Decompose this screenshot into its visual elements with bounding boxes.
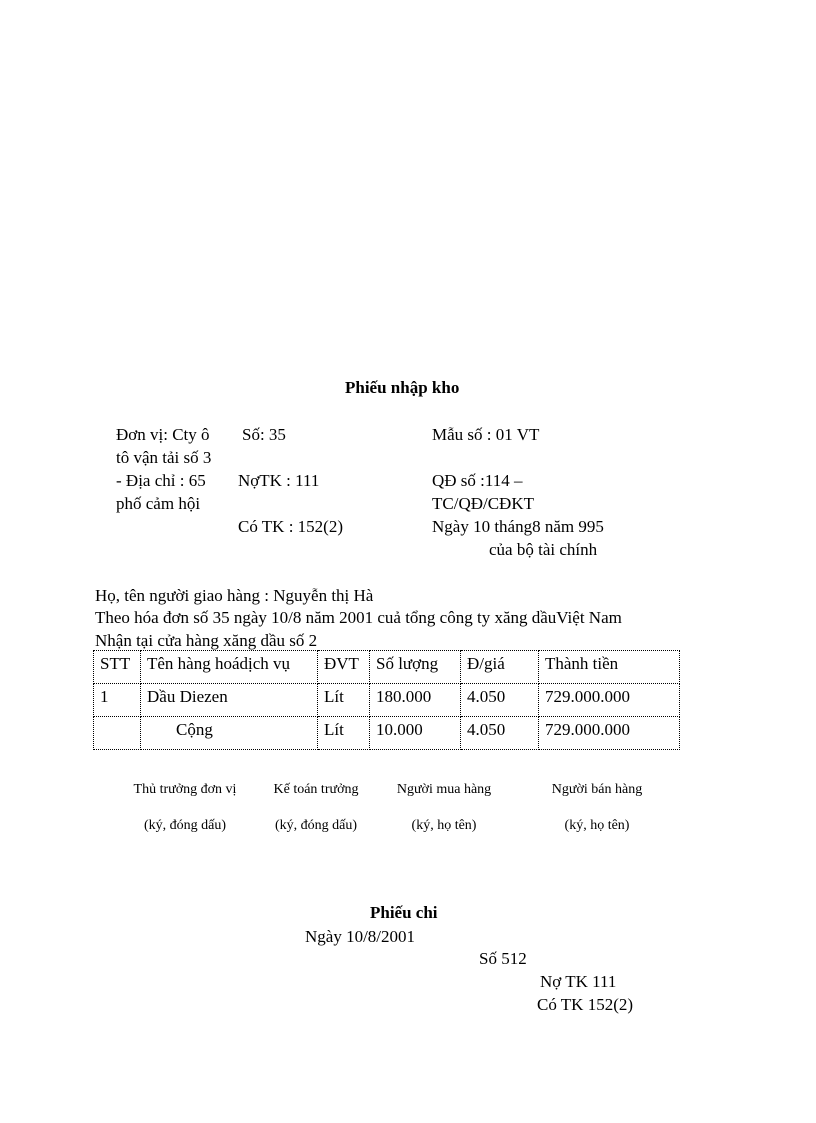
address-line-1: - Địa chỉ : 65: [116, 471, 206, 490]
signature-note: (ký, họ tên): [411, 818, 477, 833]
table-cell: Lít: [318, 717, 370, 750]
unit-line-1: Đơn vị: Cty ô: [116, 425, 210, 444]
table-cell: 10.000: [370, 717, 461, 750]
payment-voucher-title: Phiếu chi: [370, 903, 438, 922]
deliverer-name: Họ, tên người giao hàng : Nguyễn thị Hà: [95, 586, 374, 605]
decision-date: Ngày 10 tháng8 năm 995: [432, 517, 604, 536]
column-header: Đ/giá: [461, 651, 539, 684]
column-header: Số lượng: [370, 651, 461, 684]
signature-role: Kế toán trưởng: [273, 782, 359, 797]
signature-role: Người bán hàng: [551, 782, 643, 797]
table-cell: 729.000.000: [539, 717, 680, 750]
address-line-2: phố cảm hội: [116, 494, 201, 513]
table-cell: 729.000.000: [539, 684, 680, 717]
table-cell: 1: [94, 684, 141, 717]
table-row: [94, 717, 680, 750]
signature-role: Người mua hàng: [396, 782, 492, 797]
table-cell: Cộng: [141, 717, 318, 750]
column-header: STT: [94, 651, 141, 684]
ministry-of-finance: của bộ tài chính: [489, 540, 598, 559]
signature-note: (ký, họ tên): [564, 818, 630, 833]
column-header: Thành tiền: [539, 651, 680, 684]
credit-account: Có TK : 152(2): [238, 517, 343, 536]
invoice-reference: Theo hóa đơn số 35 ngày 10/8 năm 2001 cuả tổng công ty xăng dầuViệt Nam: [95, 608, 622, 627]
payment-voucher-date: Ngày 10/8/2001: [305, 927, 416, 946]
table-cell: 180.000: [370, 684, 461, 717]
receiving-location: Nhận tại cửa hàng xăng dầu số 2: [95, 631, 318, 650]
decision-line-1: QĐ số :114 –: [432, 471, 523, 490]
table-cell: 4.050: [461, 717, 539, 750]
payment-credit-account: Có TK 152(2): [537, 995, 634, 1014]
payment-debit-account: Nợ TK 111: [540, 972, 617, 991]
table-cell: Dầu Diezen: [141, 684, 318, 717]
column-header: ĐVT: [318, 651, 370, 684]
table-header-row: [94, 651, 680, 684]
table-cell: 4.050: [461, 684, 539, 717]
signature-note: (ký, đóng dấu): [274, 818, 358, 833]
goods-table: [93, 650, 680, 750]
receipt-title: Phiếu nhập kho: [345, 378, 460, 397]
signature-role: Thủ trưởng đơn vị: [133, 782, 237, 797]
table-cell: Lít: [318, 684, 370, 717]
table-row: [94, 684, 680, 717]
unit-line-2: tô vận tải số 3: [116, 448, 212, 467]
decision-line-2: TC/QĐ/CĐKT: [432, 494, 534, 513]
debit-account: NợTK : 111: [238, 471, 320, 490]
table-cell: [94, 717, 141, 750]
receipt-number: Số: 35: [242, 425, 286, 444]
payment-voucher-number: Số 512: [479, 949, 527, 968]
form-number: Mẫu số : 01 VT: [432, 425, 540, 444]
column-header: Tên hàng hoádịch vụ: [141, 651, 318, 684]
signature-note: (ký, đóng dấu): [143, 818, 227, 833]
